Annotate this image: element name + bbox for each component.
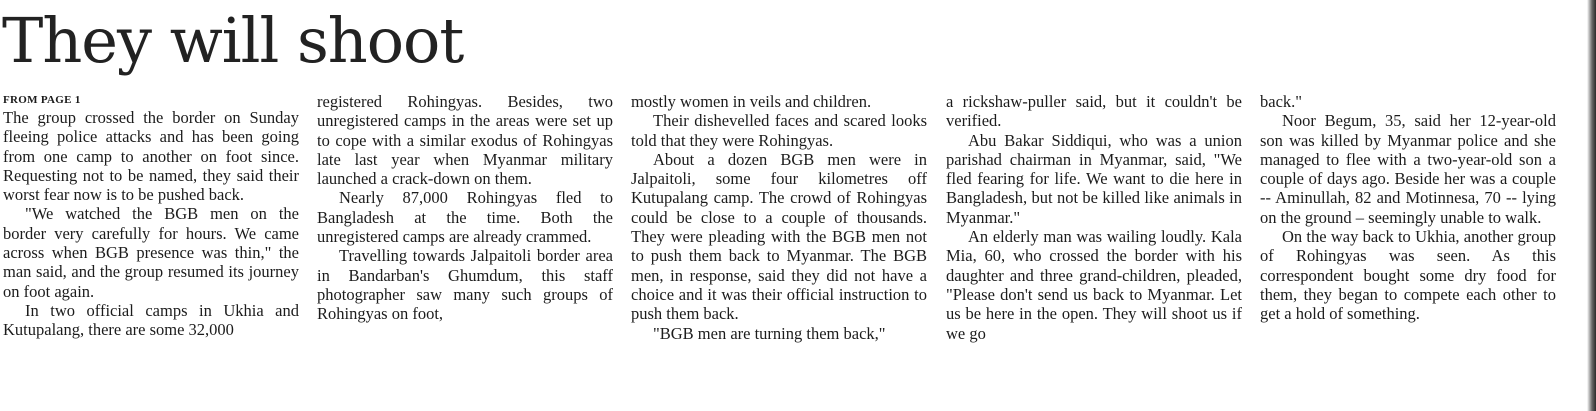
article-column-4: [946, 92, 1242, 343]
paragraph: Noor Begum, 35, said her 12-year-old son was killed by Myanmar police and she managed to flee with a two-year-old son a couple of days ago. Beside her was a couple -- Aminullah, 82 and Motinnesa, 70 -- lying on the ground – seemingly unable to walk.: [1260, 111, 1556, 227]
paragraph: On the way back to Ukhia, another group of Rohingyas was seen. As this correspondent bought some dry food for them, they began to compete each other to get a hold of something.: [1260, 227, 1556, 324]
paragraph: Abu Bakar Siddiqui, who was a union parishad chairman in Myanmar, said, "We fled fearing for life. We want to die here in Bangladesh, but not be killed like animals in Myanmar.": [946, 130, 1242, 227]
article-body: [3, 92, 1559, 408]
paragraph: mostly women in veils and children.: [631, 92, 872, 111]
paragraph: registered Rohingyas. Besides, two unregistered camps in the areas were set up to cope with a similar exodus of Rohingyas late last year when Myanmar military launched a crack-down on them.: [317, 92, 613, 189]
article-column-2: [317, 92, 613, 324]
article-column-5: [1260, 92, 1556, 324]
paragraph: In two official camps in Ukhia and Kutupalang, there are some 32,000: [3, 300, 299, 340]
paragraph: Travelling towards Jalpaitoli border area in Bandarban's Ghumdum, this staff photographer saw many such groups of Rohingyas on foot,: [317, 246, 613, 324]
paragraph: About a dozen BGB men were in Jalpaitoli, some four kilometres off Kutupalang camp. The crowd of Rohingyas could be close to a couple of thousands. They were pleading with the BGB men not to push them back to Myanmar. The BGB men, in response, said they did not have a choice and it was their official instruction to push them back.: [631, 149, 927, 324]
page-edge-shadow: [1587, 0, 1596, 411]
paragraph: The group crossed the border on Sunday fleeing police attacks and has been going from one camp to another on foot since. Requesting not to be named, they said their worst fear now is to be pushed back.: [3, 108, 299, 205]
paragraph: a rickshaw-puller said, but it couldn't be verified.: [946, 92, 1242, 131]
paragraph: "We watched the BGB men on the border very carefully for hours. We came across when BGB presence was thin," the man said, and the group resumed its journey on foot again.: [3, 204, 299, 301]
paragraph: "BGB men are turning them back,": [653, 323, 886, 343]
article-column-1: [3, 92, 299, 340]
paragraph: back.": [1260, 92, 1303, 111]
headline: They will shoot: [2, 4, 464, 77]
paragraph: Nearly 87,000 Rohingyas fled to Bangladesh at the time. Both the unregistered camps are already crammed.: [317, 188, 613, 247]
continuation-kicker: FROM PAGE 1: [3, 94, 81, 106]
article-column-3: [631, 92, 927, 343]
paragraph: Their dishevelled faces and scared looks told that they were Rohingyas.: [631, 111, 927, 150]
paragraph: An elderly man was wailing loudly. Kala Mia, 60, who crossed the border with his daughter and three grand-children, pleaded, "Please don't send us back to Myanmar. Let us be here in the open. They will shoot us if we go: [946, 227, 1242, 343]
